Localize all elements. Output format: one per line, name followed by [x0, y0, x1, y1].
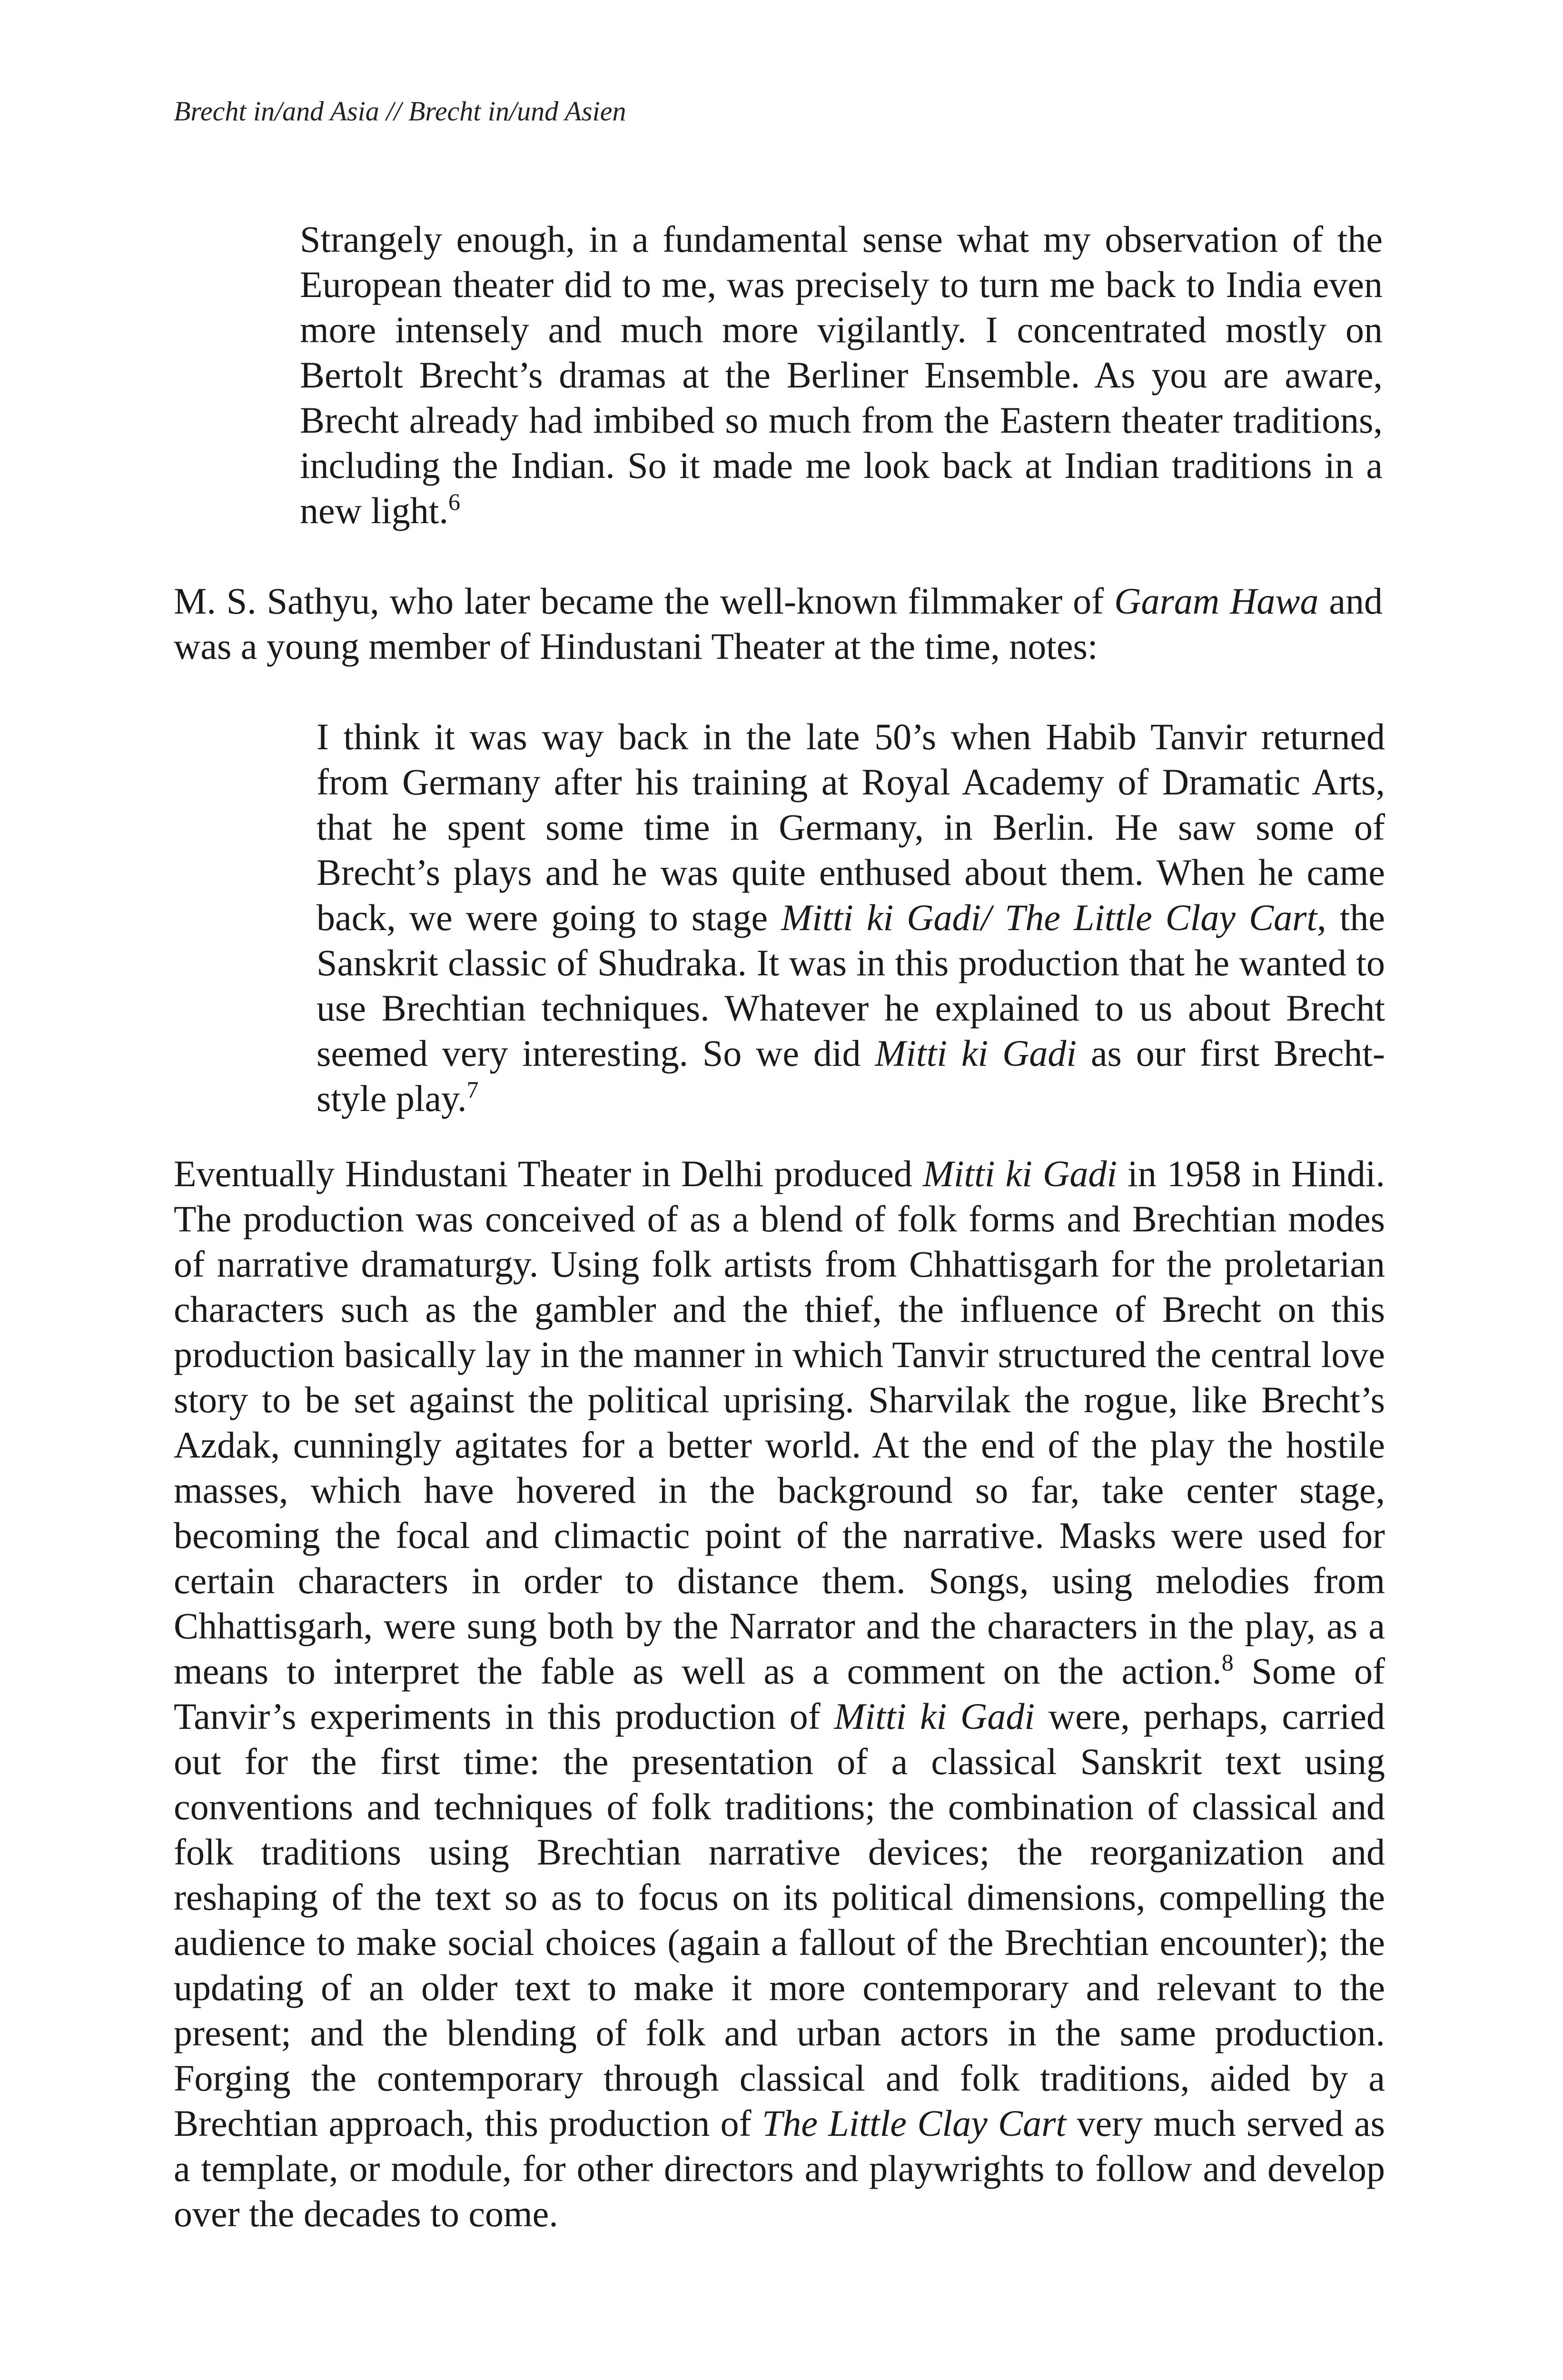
play-title: Mitti ki Gadi — [834, 1696, 1035, 1737]
main-text-1: Eventually Hindustani Theater in Delhi produced — [174, 1153, 923, 1194]
intro-text-before: M. S. Sathyu, who later became the well-known filmmaker of — [174, 580, 1115, 622]
main-text-3: Some of Tanvir’s experiments in this production of — [174, 1650, 1385, 1737]
footnote-ref-6: 6 — [448, 488, 460, 515]
running-head: Brecht in/and Asia // Brecht in/und Asien — [174, 96, 626, 127]
footnote-ref-7: 7 — [466, 1076, 479, 1103]
paragraph-sathyu-intro — [174, 578, 1383, 669]
play-title-short: Mitti ki Gadi — [875, 1032, 1077, 1074]
block-quote-sathyu — [317, 714, 1385, 1121]
footnote-ref-8: 8 — [1221, 1649, 1234, 1676]
play-title-english: The Little Clay Cart — [762, 2102, 1067, 2144]
main-text-5: very much served as a template, or module, for other directors and playwrights to follow and develop over the decades to come. — [174, 2102, 1385, 2234]
film-title: Garam Hawa — [1114, 580, 1319, 622]
paragraph-main — [174, 1151, 1385, 2236]
play-title: Mitti ki Gadi/ The Little Clay Cart — [781, 897, 1317, 938]
block-quote-tanvir — [300, 217, 1383, 533]
main-text-2: in 1958 in Hindi. The production was conceived of as a blend of folk forms and Brechtian modes of narrative dramaturgy. Using folk artists from Chhattisgarh for the proletarian characters such as the gambler and the thief, the influence of Brecht on this production basically lay in the manner in which Tanvir structured the central love story to be set against the political uprising. Sharvilak the rogue, like Brecht’s Azdak, cunningly agitates for a better world. At the end of the play the hostile masses, which have hovered in the background so far, take center stage, becoming the focal and climactic point of the narrative. Masks were used for certain characters in order to distance them. Songs, using melodies from Chhattisgarh, were sung both by the Narrator and the characters in the play, as a means to interpret the fable as well as a comment on the action. — [174, 1153, 1385, 1692]
main-text-4: were, perhaps, carried out for the first time: the presentation of a classical Sanskrit text using conventions and techniques of folk traditions; the combination of classical and folk traditions using Brechtian narrative devices; the reorganization and reshaping of the text so as to focus on its political dimensions, compelling the audience to make social choices (again a fallout of the Brechtian encounter); the updating of an older text to make it more contemporary and relevant to the present; and the blending of folk and urban actors in the same production. Forging the contemporary through classical and folk traditions, aided by a Brechtian approach, this production of — [174, 1696, 1385, 2144]
quote2-text-2: , the Sanskrit classic of Shudraka. It was in this production that he wanted to use Brechtian techniques. Whatever he explained to us about Brecht seemed very interesting. So we did — [317, 897, 1385, 1074]
quote-text: Strangely enough, in a fundamental sense what my observation of the European theater did to me, was precisely to turn me back to India even more intensely and much more vigilantly. I concentrated mostly on Bertolt Brecht’s dramas at the Berliner Ensemble. As you are aware, Brecht already had imbibed so much from the Eastern theater traditions, including the Indian. So it made me look back at Indian traditions in a new light. — [300, 218, 1383, 531]
quote2-text-1: I think it was way back in the late 50’s when Habib Tanvir returned from Germany after his training at Royal Academy of Dramatic Arts, that he spent some time in Germany, in Berlin. He saw some of Brecht’s plays and he was quite enthused about them. When he came back, we were going to stage — [317, 716, 1385, 938]
intro-text-after: and was a young member of Hindustani Theater at the time, notes: — [174, 580, 1383, 667]
play-title: Mitti ki Gadi — [922, 1153, 1118, 1194]
quote2-text-3: as our first Brecht-style play. — [317, 1032, 1385, 1119]
